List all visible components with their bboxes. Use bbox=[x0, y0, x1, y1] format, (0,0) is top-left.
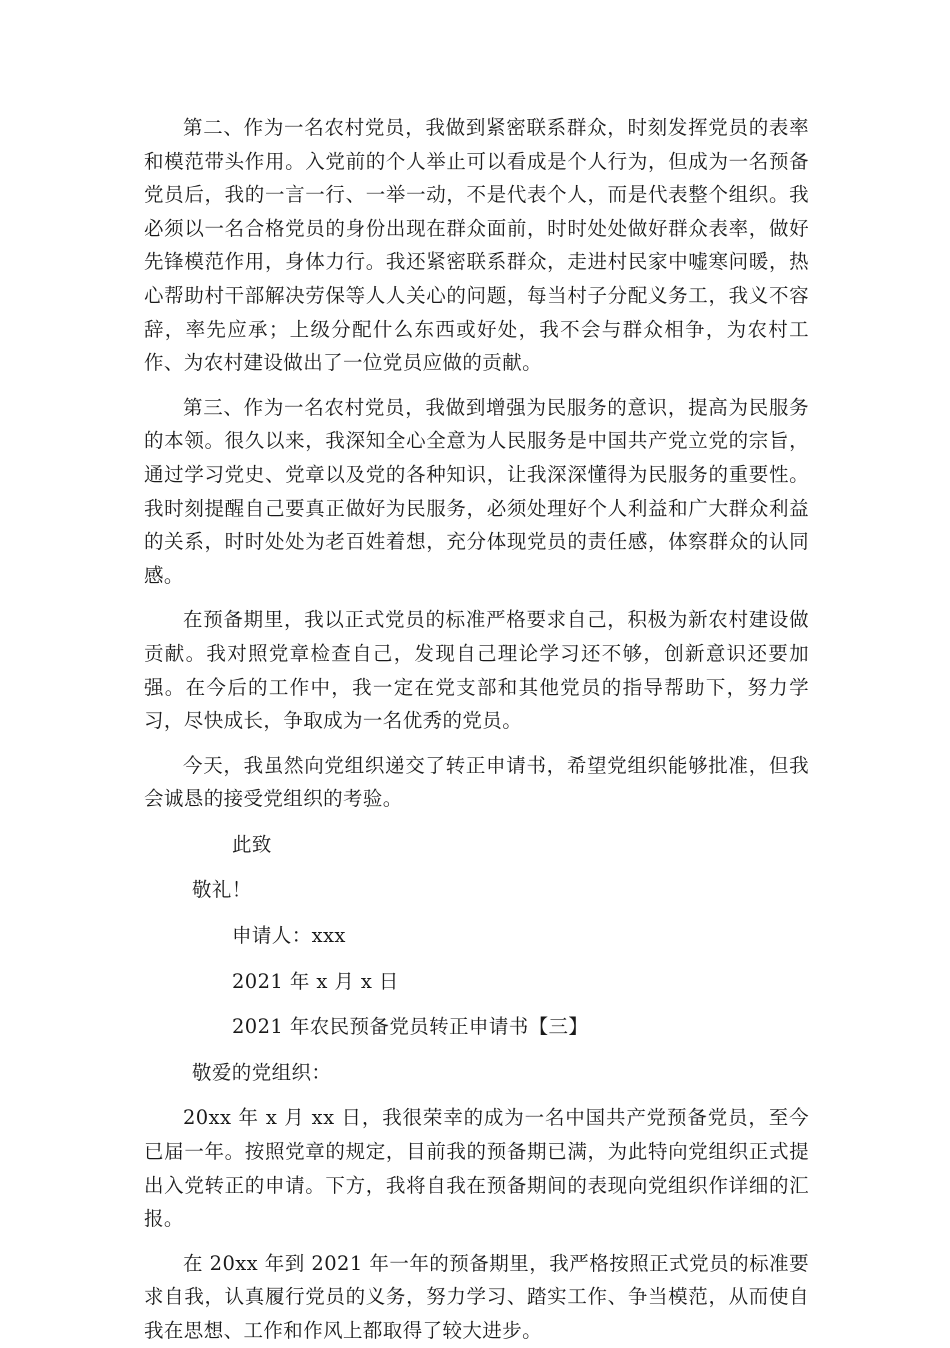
salute-jingli: 敬礼！ bbox=[192, 878, 252, 902]
greeting-line: 敬爱的党组织： bbox=[192, 1060, 332, 1084]
paragraph-progress: 在 20xx 年到 2021 年一年的预备期里，我严格按照正式党员的标准要求自我，认真履行党员的义务，努力学习、踏实工作、争当模范，从而使自我在思想、工作和作风上都取得了较大进步。 bbox=[144, 1251, 809, 1342]
document-page bbox=[144, 111, 809, 1348]
date-line: 2021 年 x 月 x 日 bbox=[232, 969, 399, 993]
paragraph-intro: 20xx 年 x 月 xx 日，我很荣幸的成为一名中国共产党预备党员，至今已届一年。按照党章的规定，目前我的预备期已满，为此特向党组织正式提出入党转正的申请。下方，我将自我在预备期间的表现向党组织作详细的汇报。 bbox=[144, 1106, 809, 1231]
paragraph-probation-period: 在预备期里，我以正式党员的标准严格要求自己，积极为新农村建设做贡献。我对照党章检查自己，发现自己理论学习还不够，创新意识还要加强。在今后的工作中，我一定在党支部和其他党员的指导帮助下，努力学习，尽快成长，争取成为一名优秀的党员。 bbox=[144, 608, 809, 733]
applicant-line: 申请人：xxx bbox=[232, 924, 346, 948]
paragraph-third-point: 第三、作为一名农村党员，我做到增强为民服务的意识，提高为民服务的本领。很久以来，我深知全心全意为人民服务是中国共产党立党的宗旨，通过学习党史、党章以及党的各种知识，让我深深懂得为民服务的重要性。我时刻提醒自己要真正做好为民服务，必须处理好个人利益和广大群众利益的关系，时时处处为老百姓着想，充分体现党员的责任感，体察群众的认同感。 bbox=[144, 395, 809, 587]
salute-cizhi: 此致 bbox=[232, 832, 272, 856]
paragraph-second-point: 第二、作为一名农村党员，我做到紧密联系群众，时刻发挥党员的表率和模范带头作用。入党前的个人举止可以看成是个人行为，但成为一名预备党员后，我的一言一行、一举一动，不是代表个人，而是代表整个组织。我必须以一名合格党员的身份出现在群众面前，时时处处做好群众表率，做好先锋模范作用，身体力行。我还紧密联系群众，走进村民家中嘘寒问暖，热心帮助村干部解决劳保等人人关心的问题，每当村子分配义务工，我义不容辞，率先应承；上级分配什么东西或好处，我不会与群众相争，为农村工作、为农村建设做出了一位党员应做的贡献。 bbox=[144, 116, 809, 375]
paragraph-submission: 今天，我虽然向党组织递交了转正申请书，希望党组织能够批准，但我会诚恳的接受党组织的考验。 bbox=[144, 753, 809, 811]
section-title: 2021 年农民预备党员转正申请书【三】 bbox=[232, 1015, 589, 1039]
